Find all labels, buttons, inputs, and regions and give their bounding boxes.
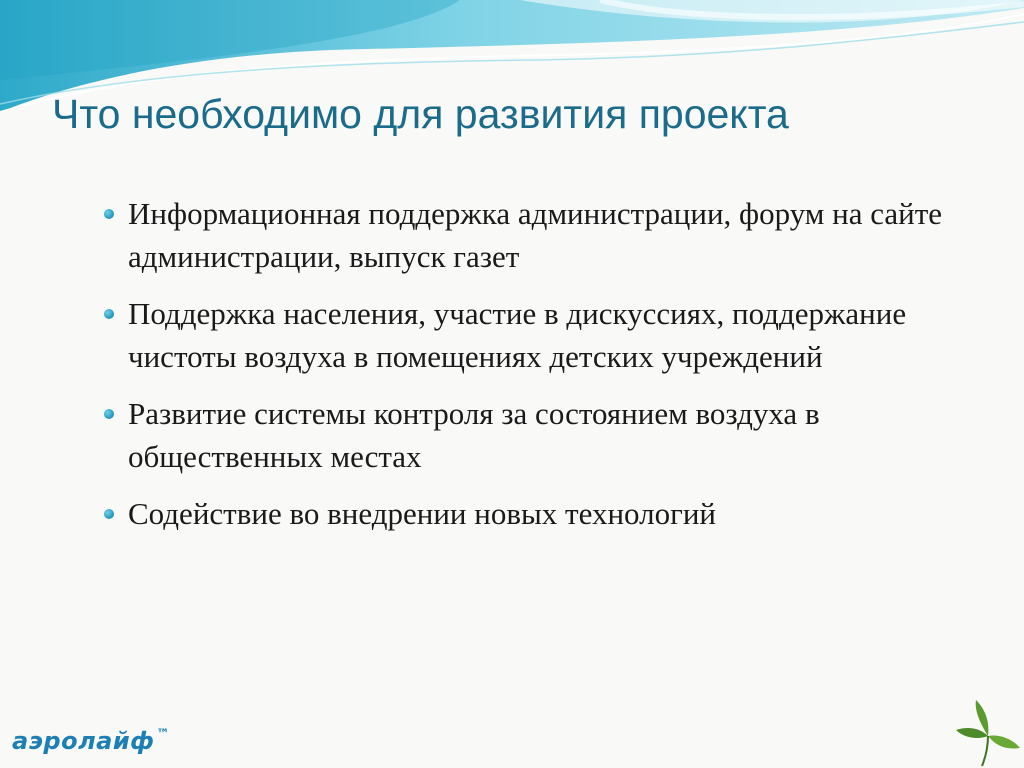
logo-wordmark: аэролайф	[12, 727, 155, 755]
trademark-symbol: ™	[156, 727, 170, 742]
list-item	[104, 292, 1004, 378]
company-logo	[12, 727, 170, 755]
list-item	[104, 492, 1004, 535]
bullet-list	[104, 192, 1004, 549]
list-item	[104, 192, 1004, 278]
list-item	[104, 392, 1004, 478]
list-item-text: Информационная поддержка администрации, форум на сайте администрации, выпуск газет	[128, 196, 943, 274]
slide-title: Что необходимо для развития проекта	[52, 91, 789, 137]
list-item-text: Поддержка населения, участие в дискуссиях, поддержание чистоты воздуха в помещениях детских учреждений	[128, 296, 907, 374]
list-item-text: Развитие системы контроля за состоянием воздуха в общественных местах	[128, 396, 820, 474]
bullet-dot-icon	[104, 509, 114, 519]
leaf-sprout-icon	[952, 696, 1024, 768]
bullet-dot-icon	[104, 209, 114, 219]
list-item-text: Содействие во внедрении новых технологий	[128, 496, 717, 531]
bullet-dot-icon	[104, 309, 114, 319]
bullet-dot-icon	[104, 409, 114, 419]
